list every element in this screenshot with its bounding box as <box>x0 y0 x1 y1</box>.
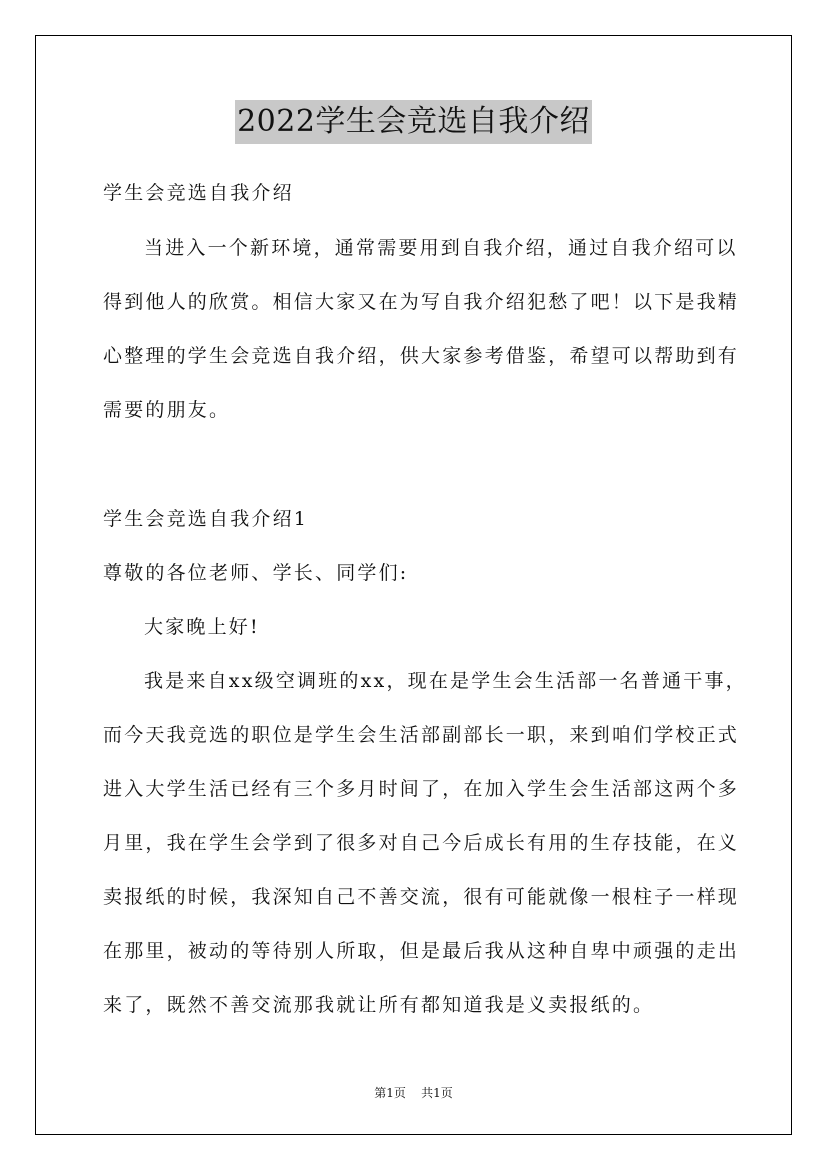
greeting: 大家晚上好! <box>144 616 260 638</box>
body-line-1: 我是来自xx级空调班的xx，现在是学生会生活部一名普通干事， <box>144 670 747 692</box>
document-title: 2022学生会竞选自我介绍 <box>235 100 592 144</box>
body-line-7: 来了，既然不善交流那我就让所有都知道我是义卖报纸的。 <box>103 994 655 1016</box>
intro-line-3: 心整理的学生会竞选自我介绍，供大家参考借鉴，希望可以帮助到有 <box>103 345 740 367</box>
intro-line-1: 当进入一个新环境，通常需要用到自我介绍，通过自我介绍可以 <box>144 237 738 259</box>
intro-line-2: 得到他人的欣赏。相信大家又在为写自我介绍犯愁了吧！以下是我精 <box>103 291 740 313</box>
section-heading: 学生会竞选自我介绍1 <box>103 508 309 530</box>
page-total-label: 共1页 <box>421 1086 453 1100</box>
intro-line-4: 需要的朋友。 <box>103 399 231 421</box>
salutation: 尊敬的各位老师、学长、同学们: <box>103 562 409 584</box>
body-line-2: 而今天我竞选的职位是学生会生活部副部长一职，来到咱们学校正式 <box>103 724 740 746</box>
body-line-5: 卖报纸的时候，我深知自己不善交流，很有可能就像一根柱子一样现 <box>103 886 740 908</box>
body-line-4: 月里，我在学生会学到了很多对自己今后成长有用的生存技能，在义 <box>103 832 740 854</box>
page-footer <box>0 1085 827 1101</box>
body-line-3: 进入大学生活已经有三个多月时间了，在加入学生会生活部这两个多 <box>103 778 740 800</box>
page-number-label: 第1页 <box>374 1086 406 1100</box>
body-line-6: 在那里，被动的等待别人所取，但是最后我从这种自卑中顽强的走出 <box>103 940 740 962</box>
document-subtitle: 学生会竞选自我介绍 <box>103 182 294 204</box>
title-container <box>0 100 827 144</box>
